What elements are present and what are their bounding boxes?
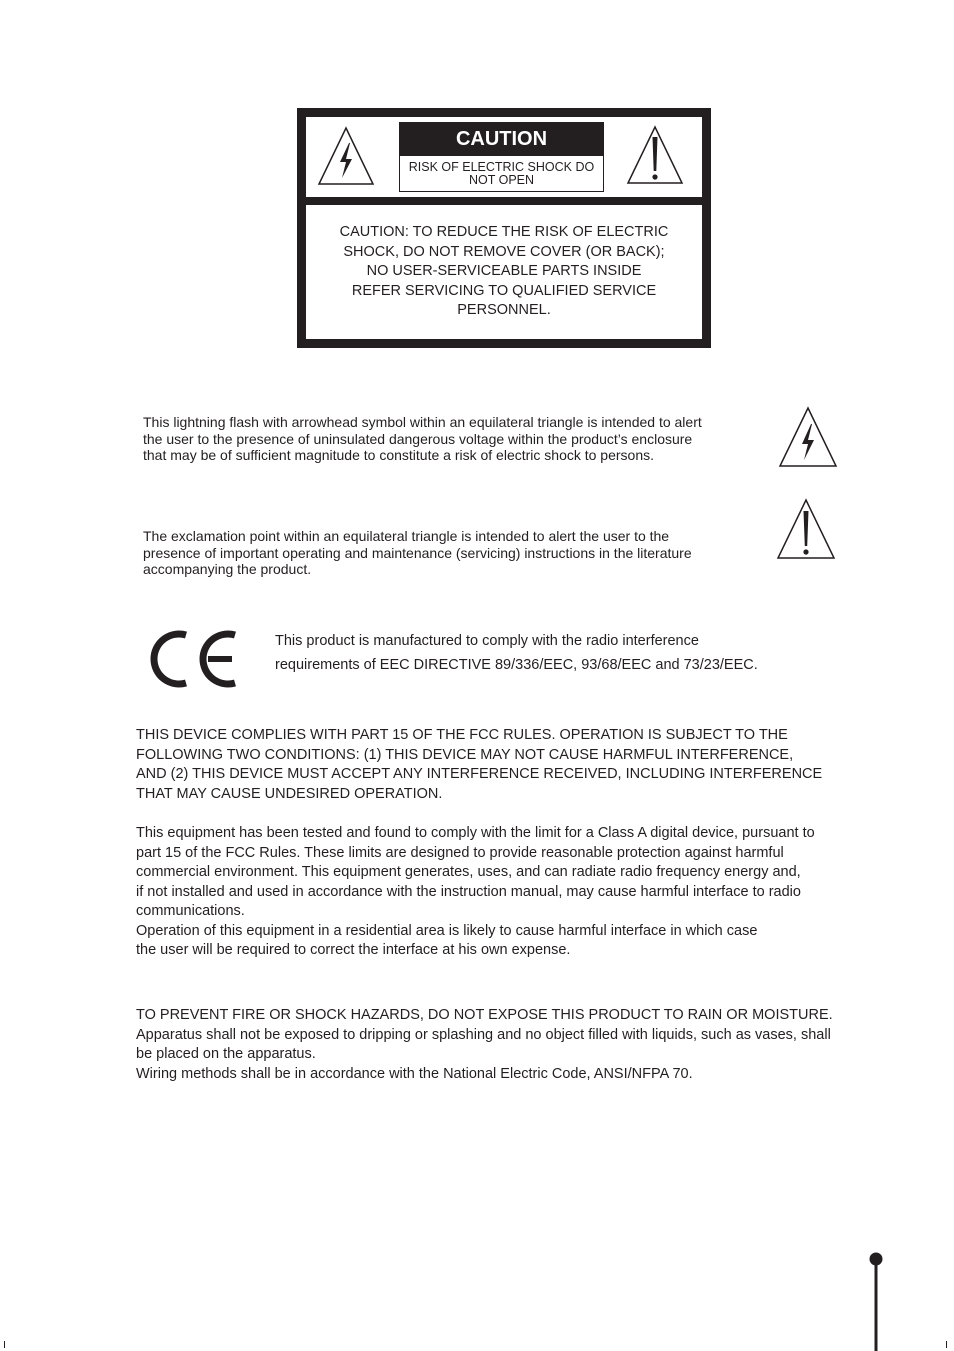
- text-line: the user to the presence of uninsulated dangerous voltage within the product’s enclosure: [143, 430, 693, 447]
- text-line: The exclamation point within an equilateral triangle is intended to alert the user to the: [143, 528, 670, 544]
- fcc-statement: [136, 726, 822, 804]
- caution-label: [297, 108, 711, 348]
- exclamation-triangle-icon: [626, 125, 684, 185]
- crop-mark: [946, 1341, 947, 1348]
- caution-body-line: PERSONNEL.: [457, 302, 551, 318]
- caution-subtitle: [400, 156, 603, 187]
- text-line: if not installed and used in accordance with the instruction manual, may cause harmful interface to radio: [136, 883, 801, 900]
- caution-label-header: [306, 117, 702, 197]
- text-line: presence of important operating and maintenance (servicing) instructions in the literature: [143, 544, 692, 561]
- text-line: commercial environment. This equipment generates, uses, and can radiate radio frequency energy and,: [136, 864, 801, 880]
- page-edge-marker: [868, 1251, 884, 1351]
- text-line: that may be of sufficient magnitude to constitute a risk of electric shock to persons.: [143, 447, 654, 463]
- text-line: Apparatus shall not be exposed to dripping or splashing and no object filled with liquids, such as vases, shall: [136, 1026, 831, 1043]
- text-line: This lightning flash with arrowhead symbol within an equilateral triangle is intended to alert: [143, 414, 702, 430]
- text-line: be placed on the apparatus.: [136, 1046, 316, 1062]
- text-line: requirements of EEC DIRECTIVE 89/336/EEC, 93/68/EEC and 73/23/EEC.: [275, 657, 758, 673]
- caution-label-body: [306, 205, 702, 339]
- text-line: communications.: [136, 903, 245, 919]
- caution-title: CAUTION: [400, 123, 603, 156]
- caution-body-line: NO USER-SERVICEABLE PARTS INSIDE: [366, 263, 642, 279]
- lightning-triangle-icon: [317, 126, 375, 186]
- hazard-warning: [136, 1006, 833, 1084]
- text-line: THAT MAY CAUSE UNDESIRED OPERATION.: [136, 785, 443, 802]
- text-line: This equipment has been tested and found to comply with the limit for a Class A digital device, pursuant to: [136, 825, 815, 841]
- caution-body-line: CAUTION: TO REDUCE THE RISK OF ELECTRIC: [339, 224, 669, 240]
- fcc-class-a-notice: [136, 824, 815, 961]
- text-line: THIS DEVICE COMPLIES WITH PART 15 OF THE FCC RULES. OPERATION IS SUBJECT TO THE: [136, 727, 788, 743]
- text-line: Operation of this equipment in a residential area is likely to cause harmful interface in which case: [136, 922, 758, 939]
- lightning-triangle-icon: [778, 406, 838, 468]
- caution-body-line: REFER SERVICING TO QUALIFIED SERVICE: [351, 282, 657, 299]
- text-line: Wiring methods shall be in accordance with the National Electric Code, ANSI/NFPA 70.: [136, 1065, 693, 1082]
- ce-mark-icon: [148, 626, 238, 692]
- text-line: accompanying the product.: [143, 561, 312, 577]
- exclamation-triangle-icon: [776, 498, 836, 560]
- text-line: AND (2) THIS DEVICE MUST ACCEPT ANY INTERFERENCE RECEIVED, INCLUDING INTERFERENCE: [136, 766, 823, 782]
- caution-title-block: [399, 122, 604, 192]
- caution-subtitle-line: RISK OF ELECTRIC SHOCK DO: [408, 160, 595, 174]
- ce-compliance-text: [275, 629, 758, 677]
- caution-subtitle-line: NOT OPEN: [468, 173, 535, 187]
- text-line: the user will be required to correct the interface at his own expense.: [136, 942, 571, 958]
- text-line: part 15 of the FCC Rules. These limits are designed to provide reasonable protection against harmful: [136, 844, 784, 861]
- crop-mark: [4, 1341, 5, 1348]
- text-line: This product is manufactured to comply with the radio interference: [275, 633, 699, 649]
- caution-body-line: SHOCK, DO NOT REMOVE COVER (OR BACK);: [343, 243, 665, 260]
- caution-body-text: [316, 223, 692, 321]
- text-line: FOLLOWING TWO CONDITIONS: (1) THIS DEVICE MAY NOT CAUSE HARMFUL INTERFERENCE,: [136, 746, 794, 763]
- text-line: TO PREVENT FIRE OR SHOCK HAZARDS, DO NOT EXPOSE THIS PRODUCT TO RAIN OR MOISTURE.: [136, 1007, 833, 1023]
- lightning-symbol-explanation: [143, 414, 702, 464]
- exclamation-symbol-explanation: [143, 528, 692, 578]
